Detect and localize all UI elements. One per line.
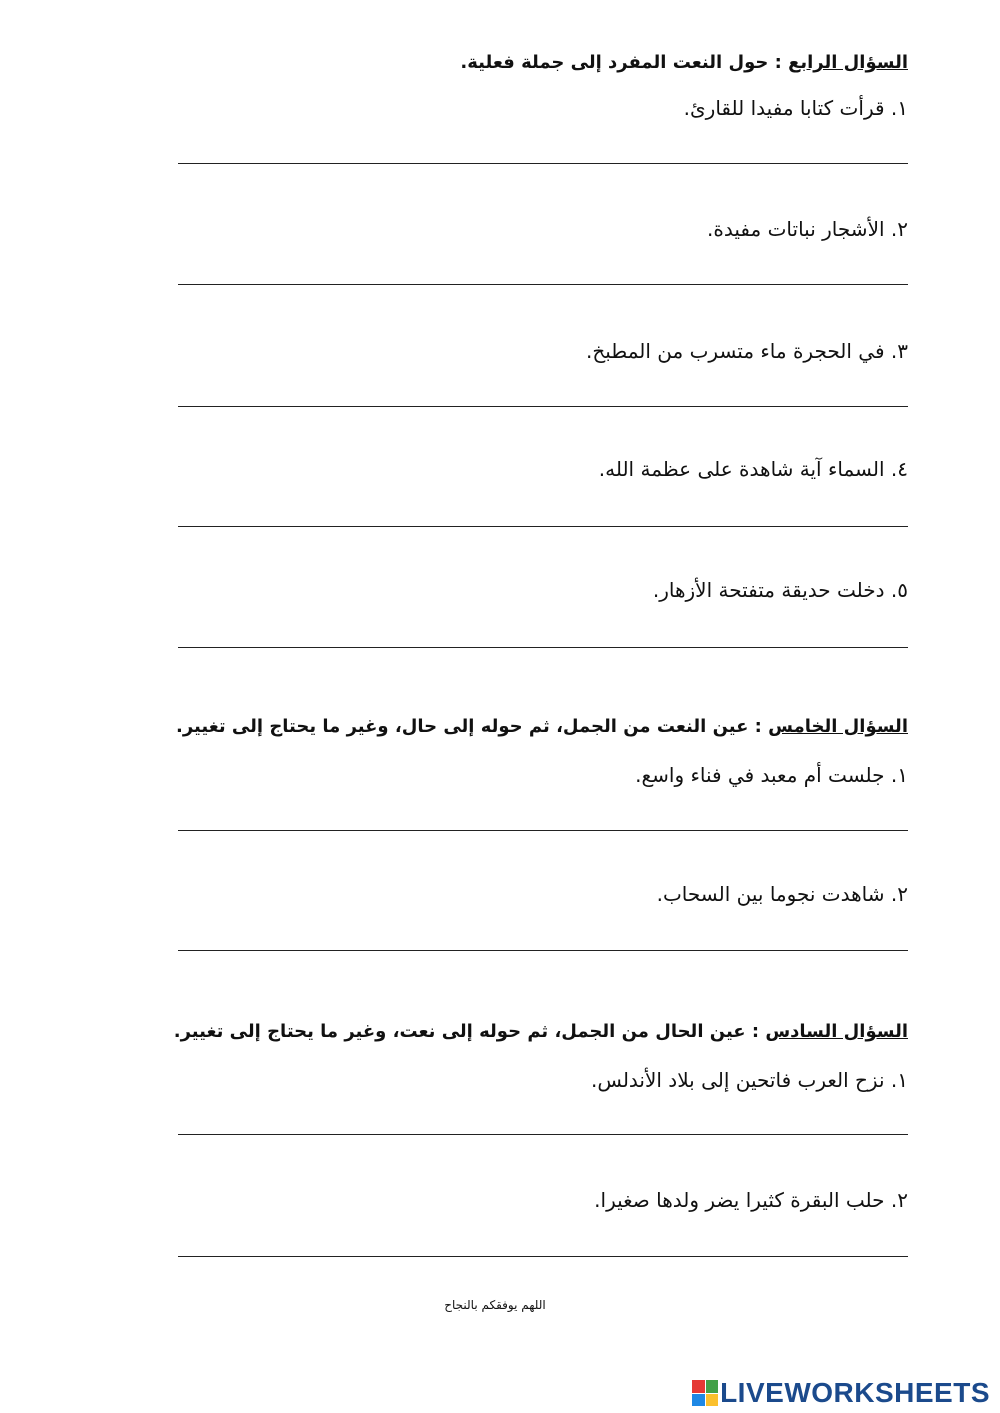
answer-line[interactable] [178,406,908,407]
footer-text: اللهم يوفقكم بالنجاح [444,1298,546,1312]
question-4-item-1: ١. قرأت كتابا مفيدا للقارئ. [683,96,908,120]
question-5-label: السؤال الخامس [768,716,908,737]
answer-line[interactable] [178,1256,908,1257]
answer-line[interactable] [178,830,908,831]
answer-line[interactable] [178,1134,908,1135]
question-4-title [460,52,908,73]
brand-text: LIVEWORKSHEETS [720,1377,990,1408]
question-4-label: السؤال الرابع [788,52,908,73]
question-4-item-3: ٣. في الحجرة ماء متسرب من المطبخ. [586,339,908,363]
answer-line[interactable] [178,950,908,951]
question-5-title [176,716,908,737]
brand-logo-icon [692,1380,718,1406]
answer-line[interactable] [178,163,908,164]
question-4-item-2: ٢. الأشجار نباتات مفيدة. [707,217,908,241]
question-4-instruction: : حول النعت المفرد إلى جملة فعلية. [460,52,789,73]
logo-square [706,1394,719,1407]
question-4-item-5: ٥. دخلت حديقة متفتحة الأزهار. [652,578,908,602]
question-6-label: السؤال السادس [765,1021,908,1042]
question-6-instruction: : عين الحال من الجمل، ثم حوله إلى نعت، وغير ما يحتاج إلى تغيير. [173,1021,766,1042]
answer-line[interactable] [178,526,908,527]
answer-line[interactable] [178,284,908,285]
question-5-item-1: ١. جلست أم معبد في فناء واسع. [635,763,908,787]
question-6-title [174,1021,908,1042]
question-5-instruction: : عين النعت من الجمل، ثم حوله إلى حال، وغير ما يحتاج إلى تغيير. [176,716,769,737]
logo-square [692,1394,705,1407]
question-6-item-1: ١. نزح العرب فاتحين إلى بلاد الأندلس. [590,1068,908,1092]
answer-line[interactable] [178,647,908,648]
question-5-item-2: ٢. شاهدت نجوما بين السحاب. [656,882,908,906]
logo-square [706,1380,719,1393]
logo-square [692,1380,705,1393]
brand[interactable] [692,1378,990,1408]
question-4-item-4: ٤. السماء آية شاهدة على عظمة الله. [598,457,908,481]
question-6-item-2: ٢. حلب البقرة كثيرا يضر ولدها صغيرا. [594,1188,908,1212]
